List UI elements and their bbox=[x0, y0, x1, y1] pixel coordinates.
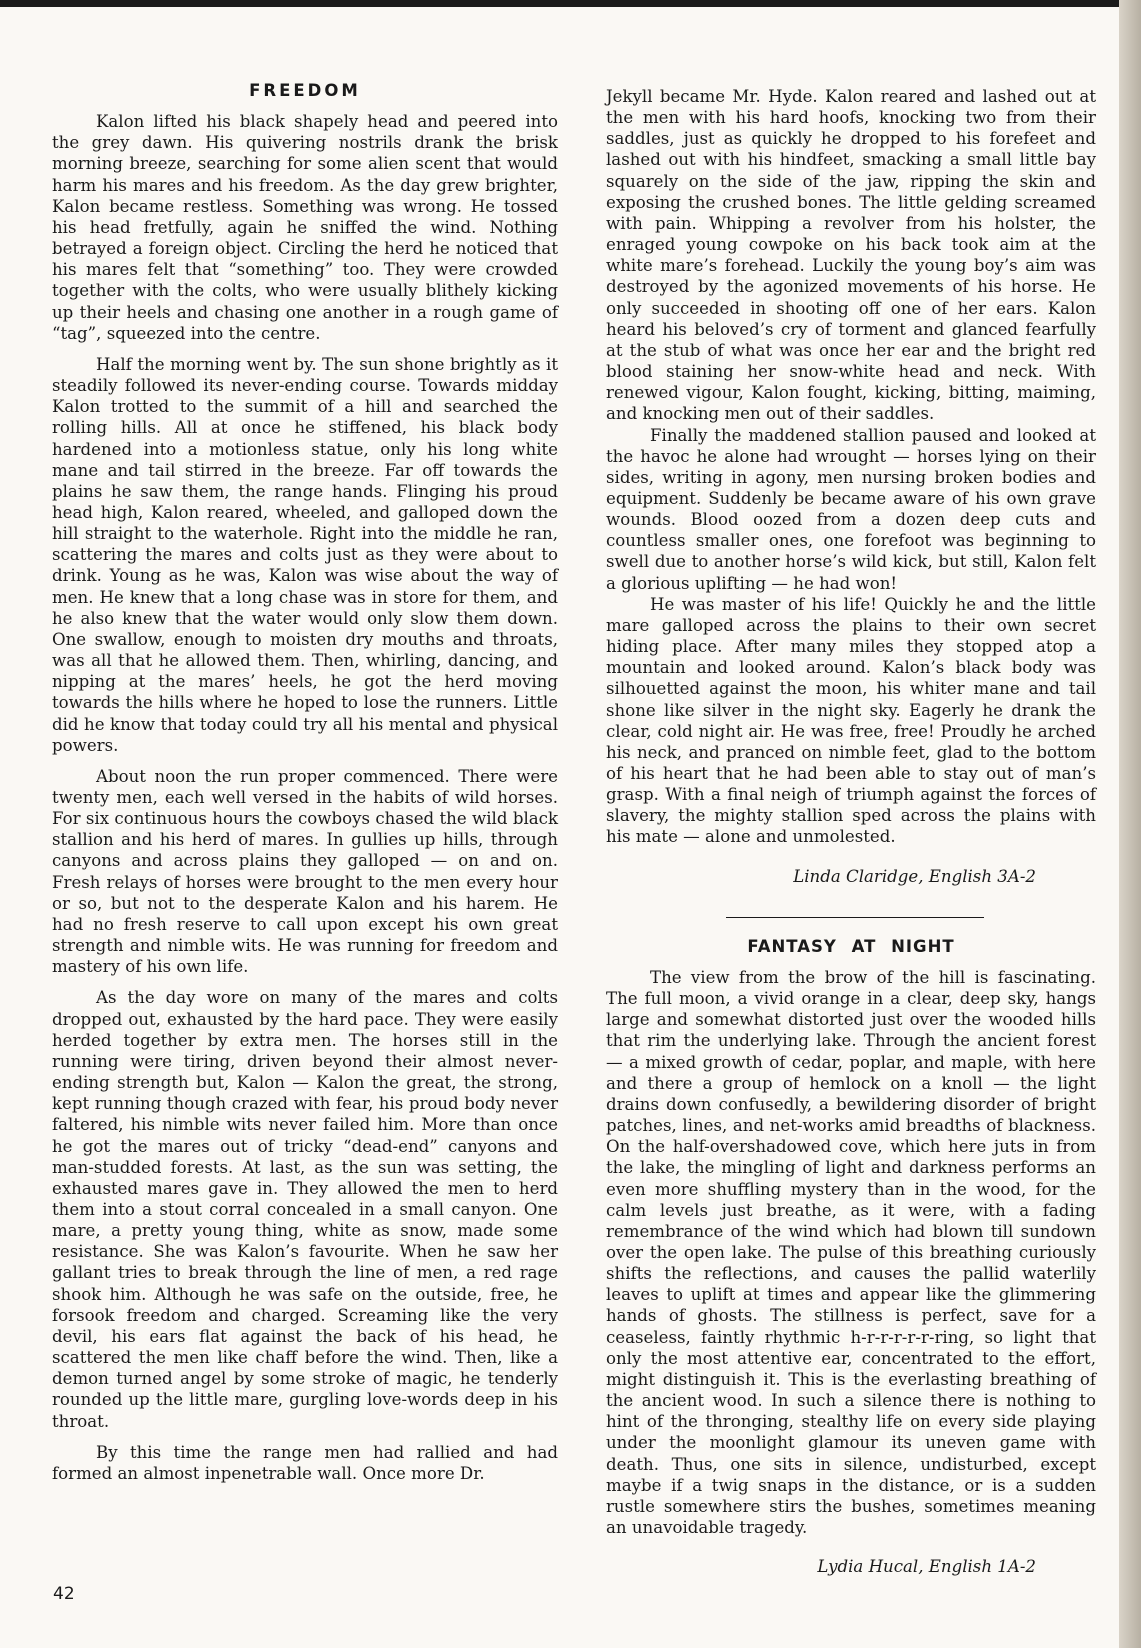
byline-freedom: Linda Claridge, English 3A-2 bbox=[793, 866, 1036, 886]
paragraph: Half the morning went by. The sun shone brightly as it steadily followed its never-ending course. Towards midday Kalon trotted to the summit of a hill and searched the rolling hills. All at once he stiffened, his black body hardened into a motionless statue, only his long white mane and tail stirred in the breeze. Far off towards the plains he saw them, the range hands. Flinging his proud head high, Kalon reared, wheeled, and galloped down the hill straight to the waterhole. Right into the middle he ran, scattering the mares and colts just as they were about to drink. Young as he was, Kalon was wise about the way of men. He knew that a long chase was in store for them, and he also knew that the water would only slow them down. One swallow, enough to moisten dry mouths and throats, was all that he allowed them. Then, whirling, dancing, and nipping at the mares’ heels, he got the herd moving towards the hills where he hoped to lose the runners. Little did he know that today could try all his mental and physical powers. bbox=[52, 354, 558, 755]
page-number: 42 bbox=[53, 1584, 75, 1604]
story-title-fantasy-at-night: FANTASY AT NIGHT bbox=[747, 936, 955, 956]
paragraph: Kalon lifted his black shapely head and peered into the grey dawn. His quivering nostrils drank the brisk morning breeze, searching for some alien scent that would harm his mares and his freedom. As the day grew brighter, Kalon became restless. Something was wrong. He tossed his head fretfully, again he sniffed the wind. Nothing betrayed a foreign object. Circling the herd he noticed that his mares felt that “something” too. They were crowded together with the colts, who were usually blithely kicking up their heels and chasing one another in a rough game of “tag”, squeezed into the centre. bbox=[52, 112, 558, 343]
paragraph: As the day wore on many of the mares and colts dropped out, exhausted by the hard pace. They were easily herded together by extra men. The horses still in the running were tiring, driven beyond their almost never-ending strength but, Kalon — Kalon the great, the strong, kept running though crazed with fear, his proud body never faltered, his nimble wits never failed him. More than once he got the mares out of tricky “dead-end” canyons and man-studded forests. At last, as the sun was setting, the exhausted mares gave in. They allowed the men to herd them into a stout corral concealed in a small canyon. One mare, a pretty young thing, white as snow, made some resistance. She was Kalon’s favourite. When he saw her gallant tries to break through the line of men, a red rage shook him. Although he was safe on the outside, free, he forsook freedom and charged. Screaming like the very devil, his ears flat against the back of his head, he scattered the men like chaff before the wind. Then, like a demon turned angel by some stroke of magic, he tenderly rounded up the little mare, gurgling love-words deep in his throat. bbox=[52, 988, 558, 1431]
left-column bbox=[52, 80, 558, 1484]
page-binding-edge bbox=[1119, 0, 1141, 1648]
paragraph: About noon the run proper commenced. There were twenty men, each well versed in the habits of wild horses. For six continuous hours the cowboys chased the wild black stallion and his herd of mares. In gullies up hills, through canyons and across plains they galloped — on and on. Fresh relays of horses were brought to the men every hour or so, but not to the desperate Kalon and his harem. He had no fresh reserve to call upon except his own great strength and nimble wits. He was running for freedom and mastery of his own life. bbox=[52, 766, 558, 977]
story-title-freedom: FREEDOM bbox=[249, 81, 361, 100]
paragraph: By this time the range men had rallied and had formed an almost inpenetrable wall. Once more Dr. bbox=[52, 1442, 558, 1483]
paragraph: Jekyll became Mr. Hyde. Kalon reared and lashed out at the men with his hard hoofs, knocking two from their saddles, just as quickly he dropped to his forefeet and lashed out with his hindfeet, smacking a small little bay squarely on the side of the jaw, ripping the skin and exposing the crushed bones. The little gelding screamed with pain. Whipping a revolver from his holster, the enraged young cowpoke on his back took aim at the white mare’s forehead. Luckily the young boy’s aim was destroyed by the agonized movements of his horse. He only succeeded in shooting off one of her ears. Kalon heard his beloved’s cry of torment and glanced fearfully at the stub of what was once her ear and the bright red blood staining her snow-white head and neck. With renewed vigour, Kalon fought, kicking, bitting, maiming, and knocking men out of their saddles. bbox=[606, 87, 1096, 424]
byline-fantasy-at-night: Lydia Hucal, English 1A-2 bbox=[817, 1557, 1036, 1577]
right-column bbox=[606, 86, 1096, 1577]
page-top-edge bbox=[0, 0, 1141, 7]
paragraph: The view from the brow of the hill is fascinating. The full moon, a vivid orange in a clear, deep sky, hangs large and somewhat distorted just over the wooded hills that rim the underlying lake. Through the ancient forest — a mixed growth of cedar, poplar, and maple, with here and there a group of hemlock on a knoll — the light drains down confusedly, a bewildering disorder of bright patches, lines, and net-works amid breadths of blackness. On the half-overshadowed cove, which here juts in from the lake, the mingling of light and darkness performs an even more shuffling mystery than in the wood, for the calm levels just breathe, as it were, with a fading remembrance of the wind which had blown till sundown over the open lake. The pulse of this breathing curiously shifts the reflections, and causes the pallid waterlily leaves to uplift at times and appear like the glimmering hands of ghosts. The stillness is perfect, save for a ceaseless, faintly rhythmic h-r-r-r-r-r-ring, so light that only the most attentive ear, concentrated to the effort, might distinguish it. This is the everlasting breathing of the ancient wood. In such a silence there is nothing to hint of the thronging, stealthy life on every side playing under the moonlight glamour its uneven game with death. Thus, one sits in silence, undisturbed, except maybe if a twig snaps in the distance, or is a sudden rustle somewhere stirs the bushes, sometimes meaning an unavoidable tragedy. bbox=[606, 967, 1096, 1537]
paragraph: He was master of his life! Quickly he and the little mare galloped across the plains to their own secret hiding place. After many miles they stopped atop a mountain and looked around. Kalon’s black body was silhouetted against the moon, his whiter mane and tail shone like silver in the night sky. Eagerly he drank the clear, cold night air. He was free, free! Proudly he arched his neck, and pranced on nimble feet, glad to the bottom of his heart that he had been able to stay out of man’s grasp. With a final neigh of triumph against the forces of slavery, the mighty stallion sped across the plains with his mate — alone and unmolested. bbox=[606, 594, 1096, 847]
paragraph: Finally the maddened stallion paused and looked at the havoc he alone had wrought — horses lying on their sides, writing in agony, men nursing broken bodies and equipment. Suddenly be became aware of his own grave wounds. Blood oozed from a dozen deep cuts and countless smaller ones, one forefoot was beginning to swell due to another horse’s wild kick, but still, Kalon felt a glorious uplifting — he had won! bbox=[606, 425, 1096, 593]
section-divider bbox=[726, 917, 984, 918]
